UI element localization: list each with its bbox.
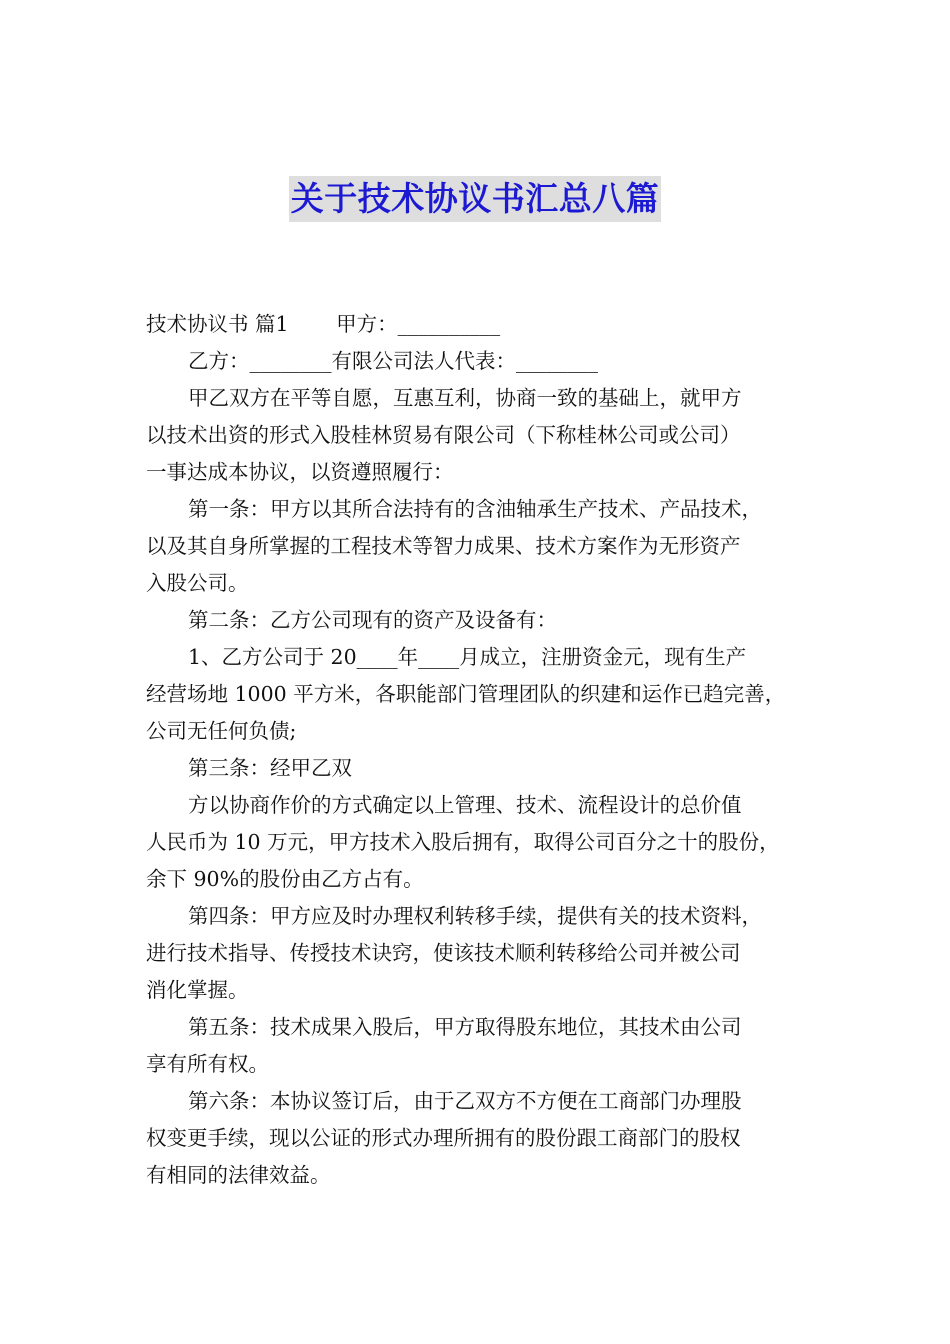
paragraph-line: 进行技术指导、传授技术诀窍，使该技术顺利转移给公司并被公司	[146, 941, 741, 965]
paragraph-line: 余下 90%的股份由乙方占有。	[146, 867, 424, 891]
document-body	[146, 306, 832, 1194]
paragraph-line: 方以协商作价的方式确定以上管理、技术、流程设计的总价值	[188, 793, 742, 817]
paragraph-line: 经营场地 1000 平方米，各职能部门管理团队的织建和运作已趋完善，	[146, 682, 786, 706]
paragraph-line: 一事达成本协议，以资遵照履行：	[146, 460, 454, 484]
paragraph-line: 乙方：________有限公司法人代表：________	[188, 349, 598, 373]
paragraph-line: 消化掌握。	[146, 978, 249, 1002]
title-container	[0, 176, 950, 222]
paragraph-line: 以及其自身所掌握的工程技术等智力成果、技术方案作为无形资产	[146, 534, 741, 558]
paragraph-line: 甲乙双方在平等自愿，互惠互利，协商一致的基础上，就甲方	[188, 386, 742, 410]
paragraph-line: 技术协议书 篇1 甲方：__________	[146, 312, 501, 336]
paragraph-line: 以技术出资的形式入股桂林贸易有限公司（下称桂林公司或公司）	[146, 423, 741, 447]
paragraph-line: 第二条：乙方公司现有的资产及设备有：	[188, 608, 557, 632]
paragraph-line: 第六条：本协议签订后，由于乙双方不方便在工商部门办理股	[188, 1089, 742, 1113]
paragraph-line: 有相同的法律效益。	[146, 1163, 331, 1187]
paragraph-line: 1、乙方公司于 20____年____月成立，注册资金元，现有生产	[188, 645, 747, 669]
paragraph-line: 第五条：技术成果入股后，甲方取得股东地位，其技术由公司	[188, 1015, 742, 1039]
paragraph-line: 第四条：甲方应及时办理权利转移手续，提供有关的技术资料，	[188, 904, 762, 928]
paragraph-line: 权变更手续，现以公证的形式办理所拥有的股份跟工商部门的股权	[146, 1126, 741, 1150]
document-title: 关于技术协议书汇总八篇	[289, 176, 662, 222]
paragraph-line: 第三条：经甲乙双	[188, 756, 352, 780]
paragraph-line: 第一条：甲方以其所合法持有的含油轴承生产技术、产品技术，	[188, 497, 762, 521]
paragraph-line: 人民币为 10 万元，甲方技术入股后拥有，取得公司百分之十的股份，	[146, 830, 780, 854]
paragraph-line: 公司无任何负债;	[146, 719, 297, 743]
paragraph-line: 享有所有权。	[146, 1052, 269, 1076]
paragraph-line: 入股公司。	[146, 571, 249, 595]
